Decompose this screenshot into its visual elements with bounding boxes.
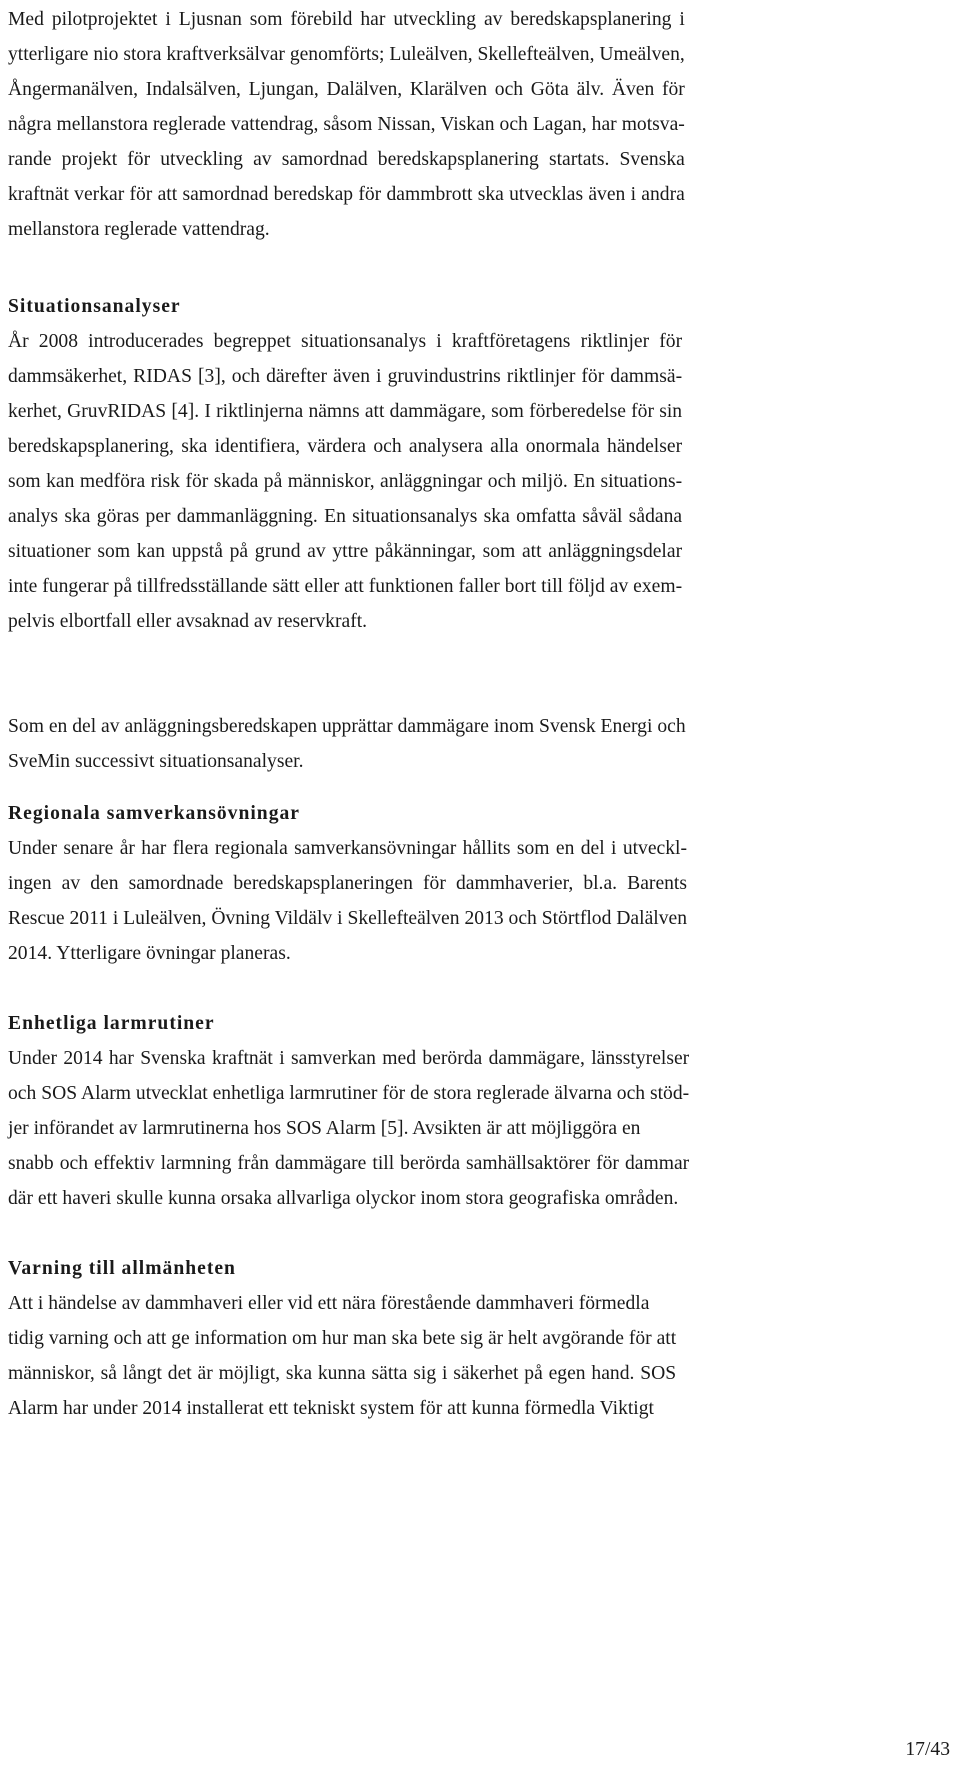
text-line: SveMin successivt situationsanalyser. [8, 751, 304, 772]
paragraph-situation-analysis [8, 324, 682, 639]
section-heading-regional-exercises: Regionala samverkansövningar [8, 803, 300, 824]
section-heading-public-warning: Varning till allmänheten [8, 1258, 236, 1279]
text-line: kerhet, GruvRIDAS [4]. I riktlinjerna nämns att dammägare, som förberedelse för sin [8, 401, 683, 422]
text-line: Att i händelse av dammhaveri eller vid ett nära förestående dammhaveri förmedla [8, 1293, 650, 1314]
paragraph-alarm-routines [8, 1041, 689, 1216]
text-line: som kan medföra risk för skada på människor, anläggningar och miljö. En situations- [8, 471, 683, 492]
section-heading-situationsanalyser: Situationsanalyser [8, 296, 181, 317]
section-heading-alarm-routines: Enhetliga larmrutiner [8, 1013, 215, 1034]
text-line: pelvis elbortfall eller avsaknad av reservkraft. [8, 611, 368, 632]
text-line: Under senare år har flera regionala samverkansövningar hållits som en del i utveckl- [8, 838, 688, 859]
text-line: Alarm har under 2014 installerat ett tekniskt system för att kunna förmedla Viktigt [8, 1398, 654, 1419]
text-line: och SOS Alarm utvecklat enhetliga larmrutiner för de stora reglerade älvarna och stöd- [8, 1083, 690, 1104]
text-line: dammsäkerhet, RIDAS [3], och därefter även i gruvindustrins riktlinjer för dammsä- [8, 366, 683, 387]
text-line: snabb och effektiv larmning från dammägare till berörda samhällsaktörer för dammar [8, 1153, 690, 1174]
text-line: Under 2014 har Svenska kraftnät i samverkan med berörda dammägare, länsstyrelser [8, 1048, 690, 1069]
text-line: År 2008 introducerades begreppet situationsanalys i kraftföretagens riktlinjer för [8, 331, 683, 352]
text-line: jer införandet av larmrutinerna hos SOS Alarm [5]. Avsikten är att möjliggöra en [8, 1118, 641, 1139]
text-line: där ett haveri skulle kunna orsaka allvarliga olyckor inom stora geografiska områden. [8, 1188, 679, 1209]
text-line: tidig varning och att ge information om hur man ska bete sig är helt avgörande för att [8, 1328, 677, 1349]
paragraph-pilot-project [8, 2, 685, 247]
text-line: ytterligare nio stora kraftverksälvar genomförts; Luleälven, Skellefteälven, Umeälven, [8, 44, 685, 65]
text-line: Med pilotprojektet i Ljusnan som förebild har utveckling av beredskapsplanering i [8, 9, 685, 30]
text-line: Som en del av anläggningsberedskapen upprättar dammägare inom Svensk Energi och [8, 716, 686, 737]
paragraph-regional-exercises [8, 831, 687, 971]
text-line: människor, så långt det är möjligt, ska kunna sätta sig i säkerhet på egen hand. SOS [8, 1363, 677, 1384]
text-line: kraftnät verkar för att samordnad beredskap för dammbrott ska utvecklas även i andra [8, 184, 685, 205]
text-line: inte fungerar på tillfredsställande sätt eller att funktionen faller bort till följd av exem- [8, 576, 683, 597]
text-line: Rescue 2011 i Luleälven, Övning Vildälv i Skellefteälven 2013 och Störtflod Dalälven [8, 908, 688, 929]
paragraph-public-warning [8, 1286, 676, 1426]
text-line: rande projekt för utveckling av samordnad beredskapsplanering startats. Svenska [8, 149, 685, 170]
paragraph-facility-readiness [8, 709, 686, 779]
text-line: ingen av den samordnade beredskapsplaneringen för dammhaverier, bl.a. Barents [8, 873, 688, 894]
text-line: 2014. Ytterligare övningar planeras. [8, 943, 291, 964]
text-line: några mellanstora reglerade vattendrag, såsom Nissan, Viskan och Lagan, har motsva- [8, 114, 685, 135]
text-line: mellanstora reglerade vattendrag. [8, 219, 270, 240]
text-line: beredskapsplanering, ska identifiera, värdera och analysera alla onormala händelser [8, 436, 683, 457]
text-line: situationer som kan uppstå på grund av yttre påkänningar, som att anläggningsdelar [8, 541, 683, 562]
text-line: analys ska göras per dammanläggning. En situationsanalys ska omfatta såväl sådana [8, 506, 683, 527]
page-number: 17/43 [905, 1739, 950, 1760]
text-line: Ångermanälven, Indalsälven, Ljungan, Dalälven, Klarälven och Göta älv. Även för [8, 79, 685, 100]
